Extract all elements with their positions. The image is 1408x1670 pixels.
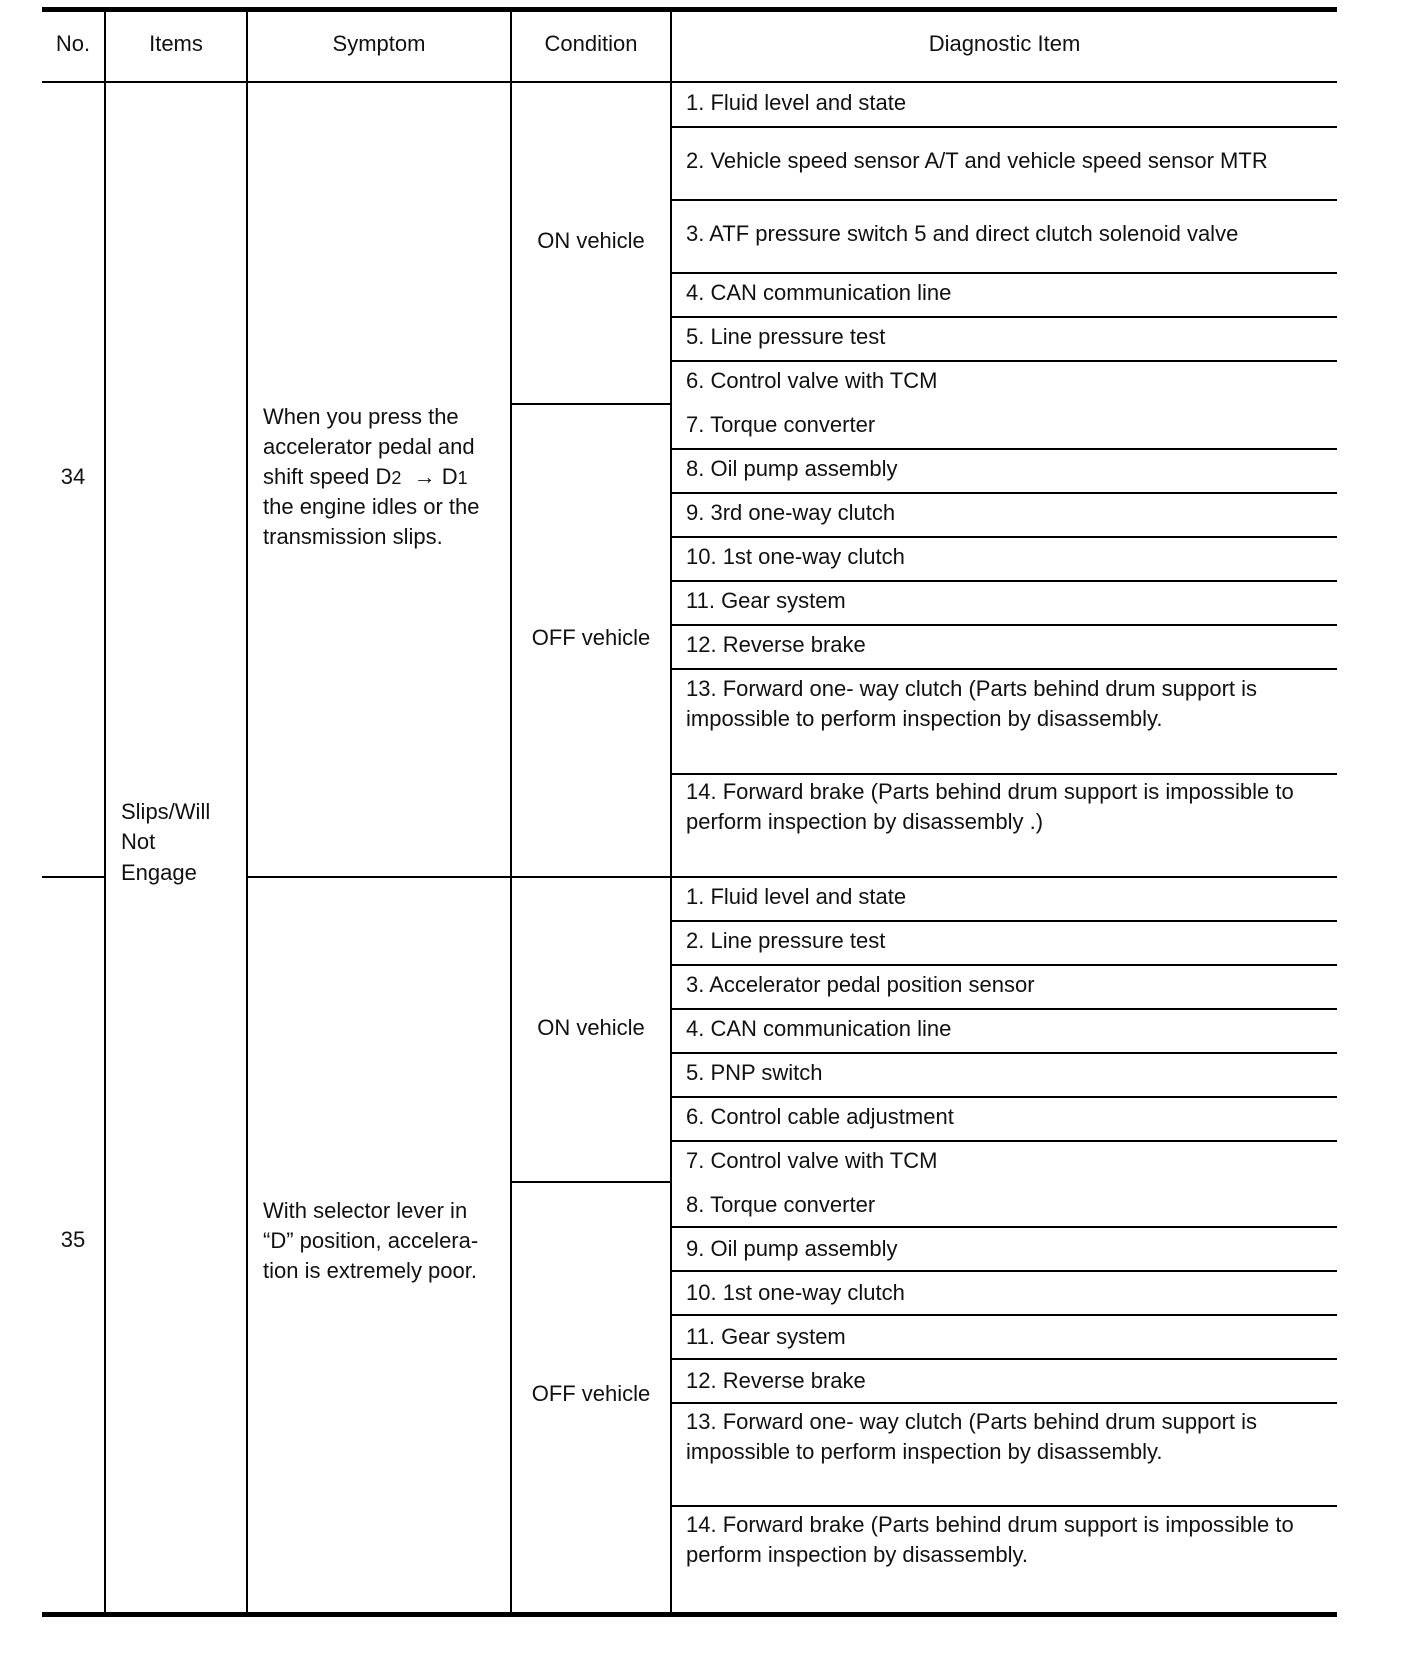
diag-rule bbox=[670, 580, 1337, 582]
symptom-34-line-1: When you press the bbox=[263, 404, 459, 429]
header-condition: Condition bbox=[544, 31, 638, 56]
diag-rule bbox=[670, 316, 1337, 318]
table-bottom-rule bbox=[42, 1612, 1337, 1617]
condition-34-off: OFF vehicle bbox=[531, 625, 651, 650]
symptom-34-line-5: transmission slips. bbox=[263, 524, 443, 549]
header-rule bbox=[42, 81, 1337, 83]
diag-rule bbox=[670, 492, 1337, 494]
diag-rule bbox=[670, 1270, 1337, 1272]
diag-rule bbox=[670, 668, 1337, 670]
diag-34-item: 9. 3rd one-way clutch bbox=[686, 500, 896, 525]
diag-rule bbox=[670, 1226, 1337, 1228]
diag-35-item: 2. Line pressure test bbox=[686, 928, 886, 953]
diag-35-item: 14. Forward brake (Parts behind drum support is impossible to perform inspection by disassembly. bbox=[686, 1512, 1294, 1567]
diag-rule bbox=[670, 1505, 1337, 1507]
diag-rule bbox=[670, 773, 1337, 775]
diag-rule bbox=[670, 1314, 1337, 1316]
condition-35-off: OFF vehicle bbox=[531, 1381, 651, 1406]
diag-35-item: 10. 1st one-way clutch bbox=[686, 1280, 905, 1305]
diag-35-item: 11. Gear system bbox=[686, 1324, 846, 1349]
header-diagnostic-item: Diagnostic Item bbox=[928, 31, 1081, 56]
diag-34-item: 8. Oil pump assembly bbox=[686, 456, 898, 481]
diag-rule bbox=[670, 199, 1337, 201]
row-number-34: 34 bbox=[60, 464, 86, 489]
condition-separator-35 bbox=[510, 1181, 672, 1183]
diag-34-item: 10. 1st one-way clutch bbox=[686, 544, 905, 569]
diag-rule bbox=[670, 272, 1337, 274]
diag-34-item: 3. ATF pressure switch 5 and direct clutch solenoid valve bbox=[686, 221, 1239, 246]
diag-34-item: 1. Fluid level and state bbox=[686, 90, 907, 115]
symptom-34-line-2: accelerator pedal and bbox=[263, 434, 475, 459]
items-line-3: Engage bbox=[121, 860, 197, 885]
diag-35-item: 4. CAN communication line bbox=[686, 1016, 952, 1041]
diag-35-item: 12. Reverse brake bbox=[686, 1368, 866, 1393]
diag-34-item: 4. CAN communication line bbox=[686, 280, 952, 305]
row-separator-main bbox=[246, 876, 1337, 878]
col-divider-items bbox=[246, 10, 248, 1613]
diag-34-item: 14. Forward brake (Parts behind drum support is impossible to perform inspection by disassembly .) bbox=[686, 779, 1294, 834]
diag-35-item: 5. PNP switch bbox=[686, 1060, 823, 1085]
diag-rule bbox=[670, 1096, 1337, 1098]
diag-34-item: 7. Torque converter bbox=[686, 412, 876, 437]
diag-35-item: 6. Control cable adjustment bbox=[686, 1104, 954, 1129]
diag-rule bbox=[670, 920, 1337, 922]
diag-rule bbox=[670, 624, 1337, 626]
col-divider-no bbox=[104, 10, 106, 1613]
diag-35-item: 3. Accelerator pedal position sensor bbox=[686, 972, 1035, 997]
diag-34-item: 2. Vehicle speed sensor A/T and vehicle speed sensor MTR bbox=[686, 148, 1268, 173]
diag-rule bbox=[670, 1140, 1337, 1142]
header-symptom: Symptom bbox=[332, 31, 426, 56]
symptom-35-line-2: “D” position, accelera- bbox=[263, 1228, 479, 1253]
diag-35-item: 7. Control valve with TCM bbox=[686, 1148, 938, 1173]
diag-34-item: 13. Forward one- way clutch (Parts behind drum support is impossible to perform inspection by disassembly. bbox=[686, 676, 1258, 731]
diag-rule bbox=[670, 126, 1337, 128]
diag-34-item: 11. Gear system bbox=[686, 588, 846, 613]
row-number-35: 35 bbox=[60, 1227, 86, 1252]
diag-rule bbox=[670, 1358, 1337, 1360]
row-separator-no bbox=[42, 876, 104, 878]
diag-34-item: 6. Control valve with TCM bbox=[686, 368, 938, 393]
diag-35-item: 1. Fluid level and state bbox=[686, 884, 907, 909]
condition-separator-34 bbox=[510, 403, 672, 405]
symptom-34-line-3: shift speed D2 → D1 bbox=[263, 464, 468, 489]
diag-rule bbox=[670, 1402, 1337, 1404]
items-line-1: Slips/Will bbox=[121, 799, 211, 824]
items-line-2: Not bbox=[121, 829, 156, 854]
symptom-35-line-1: With selector lever in bbox=[263, 1198, 468, 1223]
diag-rule bbox=[670, 1052, 1337, 1054]
symptom-34-line-4: the engine idles or the bbox=[263, 494, 480, 519]
col-divider-condition bbox=[670, 10, 672, 1613]
condition-34-on: ON vehicle bbox=[537, 228, 645, 253]
condition-35-on: ON vehicle bbox=[537, 1015, 645, 1040]
diag-rule bbox=[670, 448, 1337, 450]
diag-35-item: 13. Forward one- way clutch (Parts behind drum support is impossible to perform inspection by disassembly. bbox=[686, 1409, 1258, 1464]
diag-rule bbox=[670, 360, 1337, 362]
diag-rule bbox=[670, 964, 1337, 966]
diag-rule bbox=[670, 1008, 1337, 1010]
diag-rule bbox=[670, 536, 1337, 538]
table-top-rule bbox=[42, 7, 1337, 12]
diag-34-item: 12. Reverse brake bbox=[686, 632, 866, 657]
symptom-35-line-3: tion is extremely poor. bbox=[263, 1258, 477, 1283]
diag-35-item: 8. Torque converter bbox=[686, 1192, 876, 1217]
header-items: Items bbox=[149, 31, 203, 56]
diag-35-item: 9. Oil pump assembly bbox=[686, 1236, 898, 1261]
diag-34-item: 5. Line pressure test bbox=[686, 324, 886, 349]
header-no: No. bbox=[55, 31, 91, 56]
